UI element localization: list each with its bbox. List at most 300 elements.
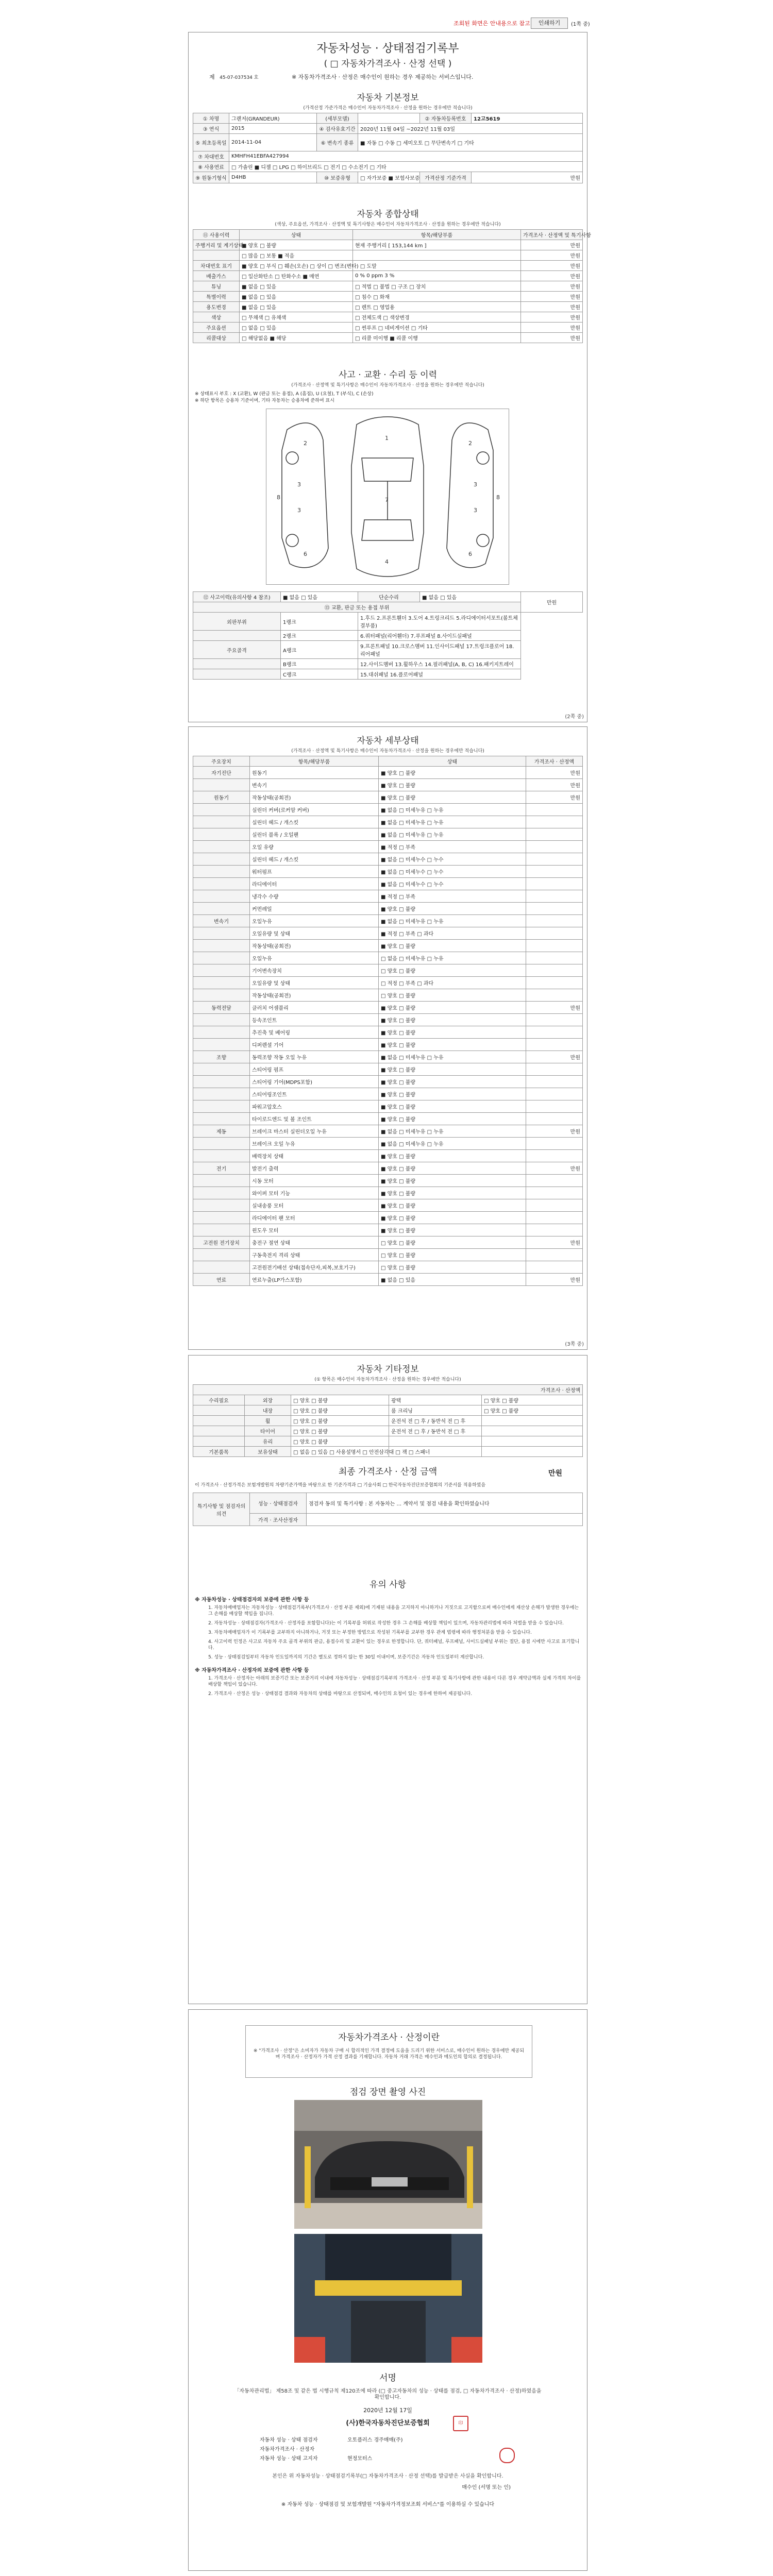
- general-row-detail: 현재 주행거리 [ 153,144 km ]: [353, 240, 521, 250]
- detail-part: 연료누출(LP가스포함): [250, 1274, 379, 1286]
- label-first-reg: ⑤ 최초등록일: [193, 134, 229, 151]
- info-box-text: ※ "가격조사 · 산정"은 소비자가 자동차 구매 시 합리적인 가격 결정에 도움을 드리기 위한 서비스로, 매수인이 원하는 경우에만 제공되며 가격조사 · 산정자가 가격 산정 결과를 기재합니다. 자동차 거래 가격은 매수인과 매도인의 합의로 결정됩니다.: [253, 2048, 525, 2060]
- detail-device: [193, 804, 250, 816]
- detail-price: [526, 1088, 583, 1100]
- basic-info-section: [193, 90, 583, 183]
- general-row-price: 만원: [521, 281, 583, 292]
- general-status-table: [193, 229, 591, 343]
- detail-price: [526, 878, 583, 890]
- detail-price: 만원: [526, 779, 583, 791]
- detail-part: 작동상태(공회전): [250, 940, 379, 952]
- opinion-table: [193, 1493, 583, 1526]
- detail-row: [193, 915, 583, 927]
- svg-text:3: 3: [474, 507, 477, 514]
- detail-price: 만원: [526, 767, 583, 779]
- detail-row: [193, 1113, 583, 1125]
- detail-device: [193, 1261, 250, 1274]
- other-cell: □ 양호 □ 불량: [291, 1405, 389, 1416]
- accident-section: [193, 367, 583, 403]
- detail-device: [193, 878, 250, 890]
- doc-number: [209, 73, 258, 81]
- detail-state: ■ 없음 □ 있음: [379, 1274, 526, 1286]
- detail-part: 라디에이터 팬 모터: [250, 1212, 379, 1224]
- detail-device: [193, 841, 250, 853]
- detail-row: [193, 1125, 583, 1138]
- detail-device: 조향: [193, 1051, 250, 1063]
- detail-row: [193, 977, 583, 989]
- detail-part: 시동 모터: [250, 1175, 379, 1187]
- detail-state: ■ 없음 □ 미세누수 □ 누수: [379, 866, 526, 878]
- detail-part: 실린더 헤드 / 개스킷: [250, 816, 379, 828]
- detail-device: 전기: [193, 1162, 250, 1175]
- general-row-state: ■ 없음 □ 있음: [240, 302, 353, 312]
- svg-text:3: 3: [297, 507, 301, 514]
- accident-price: 만원: [521, 592, 583, 613]
- info-box: [245, 2025, 532, 2078]
- photo-underbody-svg: [294, 2234, 482, 2363]
- detail-price: [526, 866, 583, 878]
- detail-state: ■ 양호 □ 불량: [379, 1039, 526, 1051]
- other-cell: □ 양호 □ 불량: [291, 1395, 389, 1405]
- detail-row: [193, 1175, 583, 1187]
- detail-price: [526, 1113, 583, 1125]
- general-row-state: ■ 없음 □ 있음: [240, 281, 353, 292]
- detail-part: 워터펌프: [250, 866, 379, 878]
- sign-date: 2020년 12월 17일: [363, 2407, 412, 2414]
- general-row-price: 만원: [521, 271, 583, 281]
- other-cell: [482, 1416, 583, 1426]
- label-fuel: ⑧ 사용연료: [193, 162, 229, 172]
- car-diagram: [266, 409, 509, 585]
- general-row-detail: 0 % 0 ppm 3 %: [353, 271, 521, 281]
- other-cell: [193, 1416, 245, 1426]
- notice-section: [193, 1577, 583, 1700]
- general-row-price: 만원: [521, 333, 583, 343]
- basic-info-title: 자동차 기본정보: [357, 93, 419, 103]
- detail-part: 오일누유: [250, 915, 379, 927]
- appraiser-opinion: [307, 1514, 583, 1526]
- detail-device: [193, 952, 250, 964]
- page-4: [188, 2009, 587, 2571]
- detail-head: 주요장치: [193, 756, 250, 767]
- detail-row: [193, 1063, 583, 1076]
- detail-row: [193, 1249, 583, 1261]
- detail-part: 실내송풍 모터: [250, 1199, 379, 1212]
- other-row: [193, 1395, 583, 1405]
- sign-name: 현정모터스: [347, 2456, 373, 2462]
- detail-device: [193, 1088, 250, 1100]
- accident-part-row: [193, 613, 583, 631]
- sign-bottom-note: ※ 자동차 성능 · 상태점검 및 보험개발원 "자동차가격정보조회 서비스"를 이용하실 수 있습니다: [281, 2502, 495, 2507]
- general-head: 항목/해당부품: [353, 230, 521, 240]
- detail-state: ■ 양호 □ 불량: [379, 903, 526, 915]
- detail-state: ■ 양호 □ 불량: [379, 1014, 526, 1026]
- general-row-price: 만원: [521, 292, 583, 302]
- general-status-title: 자동차 종합상태: [357, 209, 419, 219]
- detail-state: ■ 없음 □ 미세누수 □ 누수: [379, 853, 526, 866]
- detail-row: [193, 989, 583, 1002]
- detail-part: 브레이크 마스터 실린더오일 누유: [250, 1125, 379, 1138]
- other-cell: 기본품목: [193, 1447, 245, 1457]
- value-warranty-type: □ 자가보증 ■ 보험사보증: [358, 172, 420, 183]
- photo-front-svg: [294, 2100, 482, 2229]
- other-cell: 운전석 전 □ 후 / 동반석 전 □ 후: [389, 1426, 482, 1436]
- detail-state: □ 없음 □ 미세누유 □ 누유: [379, 952, 526, 964]
- detail-price: 만원: [526, 1051, 583, 1063]
- svg-text:2: 2: [304, 440, 307, 447]
- detail-device: 연료: [193, 1274, 250, 1286]
- other-head-price: 가격조사 · 산정액: [193, 1385, 583, 1395]
- other-cell: [193, 1405, 245, 1416]
- detail-device: [193, 816, 250, 828]
- accident-group: [193, 669, 281, 680]
- accident-group: [193, 631, 281, 641]
- other-cell: □ 없음 □ 있음 □ 사용설명서 □ 안전삼각대 □ 잭 □ 스패너: [291, 1447, 389, 1457]
- detail-state: ■ 없음 □ 미세누유 □ 누유: [379, 915, 526, 927]
- detail-part: 스티어링 펌프: [250, 1063, 379, 1076]
- other-cell: 내장: [245, 1405, 291, 1416]
- accident-history-table: [193, 591, 583, 680]
- detail-price: [526, 1187, 583, 1199]
- other-cell: 외장: [245, 1395, 291, 1405]
- detail-state: ■ 양호 □ 불량: [379, 1187, 526, 1199]
- accident-rank: 1랭크: [281, 613, 358, 631]
- accident-rank: C랭크: [281, 669, 358, 680]
- detail-price: [526, 1063, 583, 1076]
- detail-price: 만원: [526, 1236, 583, 1249]
- detail-state: ■ 적정 □ 부족: [379, 890, 526, 903]
- value-base-price: 만원: [472, 172, 583, 183]
- inspector-opinion: 점검자 동의 및 특기사항 : 본 자동차는 ... 계약서 및 점검 내용을 확인하였습니다: [307, 1493, 583, 1514]
- label-detail-model: (세부모델): [317, 113, 358, 124]
- other-cell: □ 양호 □ 불량: [291, 1426, 389, 1436]
- detail-row: [193, 1100, 583, 1113]
- detail-state: ■ 양호 □ 불량: [379, 779, 526, 791]
- detail-row: [193, 1212, 583, 1224]
- detail-state: □ 양호 □ 불량: [379, 964, 526, 977]
- detail-device: [193, 1063, 250, 1076]
- detail-row: [193, 804, 583, 816]
- general-row-price: 만원: [521, 312, 583, 323]
- general-row-price: 만원: [521, 240, 583, 250]
- detail-price: [526, 1138, 583, 1150]
- car-diagram-svg: [266, 409, 509, 584]
- other-section: [193, 1362, 583, 1526]
- notice-paragraph: 4. 사고이력 인정은 사고로 자동차 주요 골격 부위의 판금, 용접수리 및 교환이 있는 경우로 한정합니다. 단, 쿼터패널, 루프패널, 사이드실패널 부위는 절단, 용접 시에만 사고로 표기합니다.: [208, 1639, 580, 1651]
- page-number: (3쪽 중): [565, 1342, 584, 1347]
- document-title: 자동차성능 · 상태점검기록부: [316, 42, 459, 55]
- detail-device: [193, 1150, 250, 1162]
- accident-group: 외판부위: [193, 613, 281, 631]
- detail-row: [193, 1187, 583, 1199]
- detail-price: [526, 1039, 583, 1051]
- final-price-title: 최종 가격조사 · 산정 금액: [338, 1467, 438, 1477]
- detail-price: [526, 940, 583, 952]
- accident-history-row: [193, 592, 583, 602]
- accident-part-row: [193, 669, 583, 680]
- general-head: 상태: [240, 230, 353, 240]
- detail-price: [526, 952, 583, 964]
- detail-note: (가격조사 · 산정액 및 특기사항은 매수인이 자동차가격조사 · 산정을 원하는 경우에만 적습니다): [291, 749, 484, 754]
- other-cell: [193, 1436, 245, 1447]
- detail-device: [193, 1187, 250, 1199]
- detail-state: □ 양호 □ 불량: [379, 989, 526, 1002]
- sign-row: [260, 2454, 583, 2463]
- detail-state: ■ 없음 □ 미세누유 □ 누유: [379, 816, 526, 828]
- label-year: ③ 연식: [193, 124, 229, 134]
- general-row-label: 차대번호 표기: [193, 261, 240, 271]
- basic-row: [193, 172, 583, 183]
- page-2: [188, 726, 587, 1350]
- notice-head-1: ※ 자동차성능 · 상태점검자의 보증에 관한 사항 등: [195, 1597, 309, 1603]
- detail-part: 커먼레일: [250, 903, 379, 915]
- detail-row: [193, 866, 583, 878]
- part-head: ⑬ 교환, 판금 또는 용접 부위: [193, 602, 521, 613]
- detail-price: [526, 828, 583, 841]
- other-cell: 수리필요: [193, 1395, 245, 1405]
- general-status-note: (색상, 주요옵션, 가격조사 · 산정액 및 특기사항은 매수인이 자동차가격조사 · 산정을 원하는 경우에만 적습니다): [275, 222, 501, 227]
- other-cell: [389, 1436, 482, 1447]
- detail-part: 라디에이터: [250, 878, 379, 890]
- page-1: [188, 32, 591, 722]
- detail-device: [193, 1212, 250, 1224]
- final-price-note: 이 가격조사 · 산정가격은 보험개발원의 차량기준가액을 바탕으로 한 기준가격과 □ 기술사회 □ 한국자동차진단보증협회의 기준서를 적용하였음: [195, 1483, 486, 1488]
- svg-text:6: 6: [468, 551, 472, 557]
- detail-table: [193, 756, 583, 1286]
- accident-detail: [193, 591, 583, 680]
- detail-row: [193, 767, 583, 779]
- other-cell: 유리: [245, 1436, 291, 1447]
- detail-device: [193, 940, 250, 952]
- detail-device: [193, 1199, 250, 1212]
- detail-row: [193, 816, 583, 828]
- general-row-label: 주요옵션: [193, 323, 240, 333]
- sign-role: 자동차 성능 · 상태 고지자: [260, 2456, 318, 2462]
- opinion-row: [193, 1493, 583, 1514]
- general-row-detail: □ 침수 □ 화재: [353, 292, 521, 302]
- sign-law: 「자동차관리법」 제58조 및 같은 법 시행규칙 제120조에 따라 (□ 중고자동차의 성능 · 상태를 점검, □ 자동차가격조사 · 산정)하였음을 확인합니다.: [234, 2388, 542, 2400]
- top-notice: 조회된 화면은 안내용으로 참고: [453, 20, 530, 27]
- detail-part: 실린더 블록 / 오일팬: [250, 828, 379, 841]
- detail-part: 동력조향 작동 오일 누유: [250, 1051, 379, 1063]
- detail-device: [193, 853, 250, 866]
- document-subtitle: ( □ 자동차가격조사 · 산정 선택 ): [324, 59, 452, 69]
- general-row-detail: □ 리콜 미이행 ■ 리콜 이행: [353, 333, 521, 343]
- detail-device: 고전원 전기장치: [193, 1236, 250, 1249]
- detail-device: [193, 1224, 250, 1236]
- accident-rank: 2랭크: [281, 631, 358, 641]
- detail-part: 브레이크 오일 누유: [250, 1138, 379, 1150]
- accident-items: 12.사이드멤버 13.휠하우스 14.필러패널(A, B, C) 16.패키지트레이: [358, 659, 521, 669]
- detail-price: 만원: [526, 1125, 583, 1138]
- opinion-row: [193, 1514, 583, 1526]
- detail-state: ■ 양호 □ 불량: [379, 1026, 526, 1039]
- accident-legend-2: ※ 하단 항목은 승용차 기준이며, 기타 자동차는 승용차에 준하여 표시: [195, 398, 334, 403]
- detail-part: 오일누유: [250, 952, 379, 964]
- sign-section: [193, 2370, 583, 2507]
- general-row-price: 만원: [521, 250, 583, 261]
- detail-state: ■ 양호 □ 불량: [379, 1113, 526, 1125]
- detail-part: 오일유량 및 상태: [250, 927, 379, 940]
- detail-row: [193, 779, 583, 791]
- detail-row: [193, 1199, 583, 1212]
- general-row: [193, 281, 583, 292]
- basic-info-note: (가격산정 가준가격은 매수인이 자동차가격조사 · 산정을 원하는 경우에만 적습니다): [303, 106, 473, 111]
- detail-part: 추진축 및 베어링: [250, 1026, 379, 1039]
- detail-part: 윈도우 모터: [250, 1224, 379, 1236]
- general-head: 가격조사 · 산정액 및 특기사항: [521, 230, 583, 240]
- detail-part: 작동상태(공회전): [250, 989, 379, 1002]
- label-base-price: 가격산정 기준가격: [420, 172, 472, 183]
- inspection-photo-underbody: [294, 2234, 482, 2363]
- accident-items: 1.후드 2.프론트휀더 3.도어 4.트렁크리드 5.라디에이터서포트(볼트체결부품): [358, 613, 521, 631]
- detail-price: [526, 1224, 583, 1236]
- detail-part: 스티어링조인트: [250, 1088, 379, 1100]
- detail-price: [526, 903, 583, 915]
- value-year: 2015: [229, 124, 317, 134]
- general-row-label: [193, 250, 240, 261]
- detail-state: □ 양호 □ 불량: [379, 1236, 526, 1249]
- svg-text:8: 8: [496, 494, 500, 501]
- opinion-label: 특기사항 및 점검자의 의견: [193, 1493, 250, 1526]
- detail-device: [193, 927, 250, 940]
- page-count: (1쪽 중): [571, 22, 590, 27]
- label-transmission: ⑥ 변속기 종류: [317, 134, 358, 151]
- other-cell: □ 양호 □ 불량: [482, 1405, 583, 1416]
- simple-repair-label: 단순수리: [358, 592, 420, 602]
- detail-device: [193, 1026, 250, 1039]
- detail-state: ■ 양호 □ 불량: [379, 1150, 526, 1162]
- other-cell: 룸 크리닝: [389, 1405, 482, 1416]
- detail-row: [193, 903, 583, 915]
- accident-history-label: ⑫ 사고이력(유의사항 4 참조): [193, 592, 281, 602]
- other-cell: 운전석 전 □ 후 / 동반석 전 □ 후: [389, 1416, 482, 1426]
- accident-group: 주요골격: [193, 641, 281, 659]
- general-row-state: □ 많음 □ 보통 ■ 적음: [240, 250, 353, 261]
- accident-history-value: ■ 없음 □ 있음: [281, 592, 358, 602]
- detail-price: [526, 1150, 583, 1162]
- accident-part-row: [193, 631, 583, 641]
- detail-device: 원동기: [193, 791, 250, 804]
- other-row: [193, 1416, 583, 1426]
- other-row: [193, 1405, 583, 1416]
- detail-device: [193, 1100, 250, 1113]
- detail-price: 만원: [526, 1002, 583, 1014]
- accident-group: [193, 659, 281, 669]
- label-car-name: ① 차명: [193, 113, 229, 124]
- detail-row: [193, 890, 583, 903]
- notice-head-2: ※ 자동차가격조사 · 산정자의 보증에 관한 사항 등: [195, 1668, 309, 1673]
- value-first-reg: 2014-11-04: [229, 134, 317, 151]
- general-row-price: 만원: [521, 261, 583, 271]
- detail-part: 배력장치 상태: [250, 1150, 379, 1162]
- detail-device: [193, 977, 250, 989]
- detail-part: 스티어링 기어(MDPS포함): [250, 1076, 379, 1088]
- info-box-title: 자동차가격조사 · 산정이란: [338, 2032, 440, 2043]
- inspector-label: 성능 · 상태점검자: [250, 1493, 307, 1514]
- detail-device: [193, 989, 250, 1002]
- notice-paragraph: 2. 자동차성능 · 상태점검자(가격조사 · 산정자를 포함합니다)는 이 기록부를 허위로 작성한 경우 그 손해를 배상할 책임이 있으며, 자동차관리법에 따라 처벌을 받을 수 있습니다.: [208, 1621, 564, 1626]
- detail-state: ■ 양호 □ 불량: [379, 940, 526, 952]
- sign-row: [260, 2435, 583, 2445]
- general-row-price: 만원: [521, 323, 583, 333]
- general-row-price: 만원: [521, 302, 583, 312]
- detail-state: ■ 없음 □ 미세누수 □ 누수: [379, 878, 526, 890]
- general-row-detail: □ 전체도색 □ 색상변경: [353, 312, 521, 323]
- detail-state: ■ 없음 □ 미세누유 □ 누유: [379, 804, 526, 816]
- other-cell: 보유상태: [245, 1447, 291, 1457]
- label-warranty-type: ⑩ 보증유형: [317, 172, 358, 183]
- general-head: ⑪ 사용이력: [193, 230, 240, 240]
- detail-state: ■ 적정 □ 부족: [379, 841, 526, 853]
- detail-row: [193, 1026, 583, 1039]
- detail-row: [193, 1039, 583, 1051]
- detail-state: ■ 없음 □ 미세누유 □ 누유: [379, 1125, 526, 1138]
- detail-device: [193, 1249, 250, 1261]
- detail-part: 원동기: [250, 767, 379, 779]
- detail-row: [193, 853, 583, 866]
- svg-text:1: 1: [385, 435, 389, 442]
- print-button[interactable]: 인쇄하기: [531, 18, 568, 29]
- detail-row: [193, 878, 583, 890]
- detail-state: □ 양호 □ 불량: [379, 1261, 526, 1274]
- detail-state: ■ 양호 □ 불량: [379, 1063, 526, 1076]
- detail-state: ■ 양호 □ 불량: [379, 1002, 526, 1014]
- detail-price: [526, 1261, 583, 1274]
- detail-row: [193, 1002, 583, 1014]
- detail-price: [526, 1076, 583, 1088]
- detail-state: ■ 양호 □ 불량: [379, 1088, 526, 1100]
- detail-price: [526, 927, 583, 940]
- page-3: [188, 1355, 587, 2004]
- accident-legend-1: ※ 상태표시 부호 : X (교환), W (판금 또는 용접), A (흠집), U (요철), T (부식), C (손상): [195, 392, 374, 397]
- general-row-detail: [353, 261, 521, 271]
- svg-text:4: 4: [385, 558, 389, 565]
- detail-row: [193, 952, 583, 964]
- detail-price: [526, 1100, 583, 1113]
- general-row-detail: [353, 250, 521, 261]
- general-row-state: □ 일산화탄소 □ 탄화수소 ■ 매연: [240, 271, 353, 281]
- detail-part: 발전기 출력: [250, 1162, 379, 1175]
- sign-role: 자동차 성능 · 상태 점검자: [260, 2437, 318, 2443]
- detail-state: ■ 양호 □ 불량: [379, 791, 526, 804]
- detail-state: ■ 양호 □ 불량: [379, 1076, 526, 1088]
- detail-row: [193, 841, 583, 853]
- general-row-label: 특별이력: [193, 292, 240, 302]
- doc-number-label: 제: [209, 74, 215, 80]
- sign-receiver: 매수인 (서명 또는 인): [462, 2485, 511, 2490]
- basic-row: [193, 134, 583, 151]
- appraiser-label: 가격 · 조사산정자: [250, 1514, 307, 1526]
- other-note: (① 항목은 매수인이 자동차가격조사 · 산정을 원하는 경우에만 적습니다): [314, 1377, 461, 1382]
- other-cell: 광택: [389, 1395, 482, 1405]
- doc-warning: ※ 자동차가격조사 · 산정은 매수인이 원하는 경우 제공하는 서비스입니다.: [292, 74, 474, 80]
- detail-head: 상태: [379, 756, 526, 767]
- inspection-photo-front: [294, 2100, 482, 2229]
- detail-price: [526, 890, 583, 903]
- basic-info-table: [193, 113, 583, 183]
- general-row-state: □ 없음 □ 있음: [240, 323, 353, 333]
- detail-part: 실린더 커버(로커암 커버): [250, 804, 379, 816]
- general-row-state: □ 해당없음 ■ 해당: [240, 333, 353, 343]
- other-table: [193, 1384, 583, 1457]
- notice-paragraph: 2. 가격조사 · 산정은 성능 · 상태점검 결과와 자동차의 상태를 바탕으로 산정되며, 매수인의 요청이 있는 경우에 한하여 제공됩니다.: [208, 1691, 473, 1697]
- value-engine-type: D4HB: [229, 172, 317, 183]
- other-cell: [482, 1426, 583, 1436]
- detail-device: [193, 890, 250, 903]
- general-row-state: □ 무채색 □ 유채색: [240, 312, 353, 323]
- general-row-label: 튜닝: [193, 281, 240, 292]
